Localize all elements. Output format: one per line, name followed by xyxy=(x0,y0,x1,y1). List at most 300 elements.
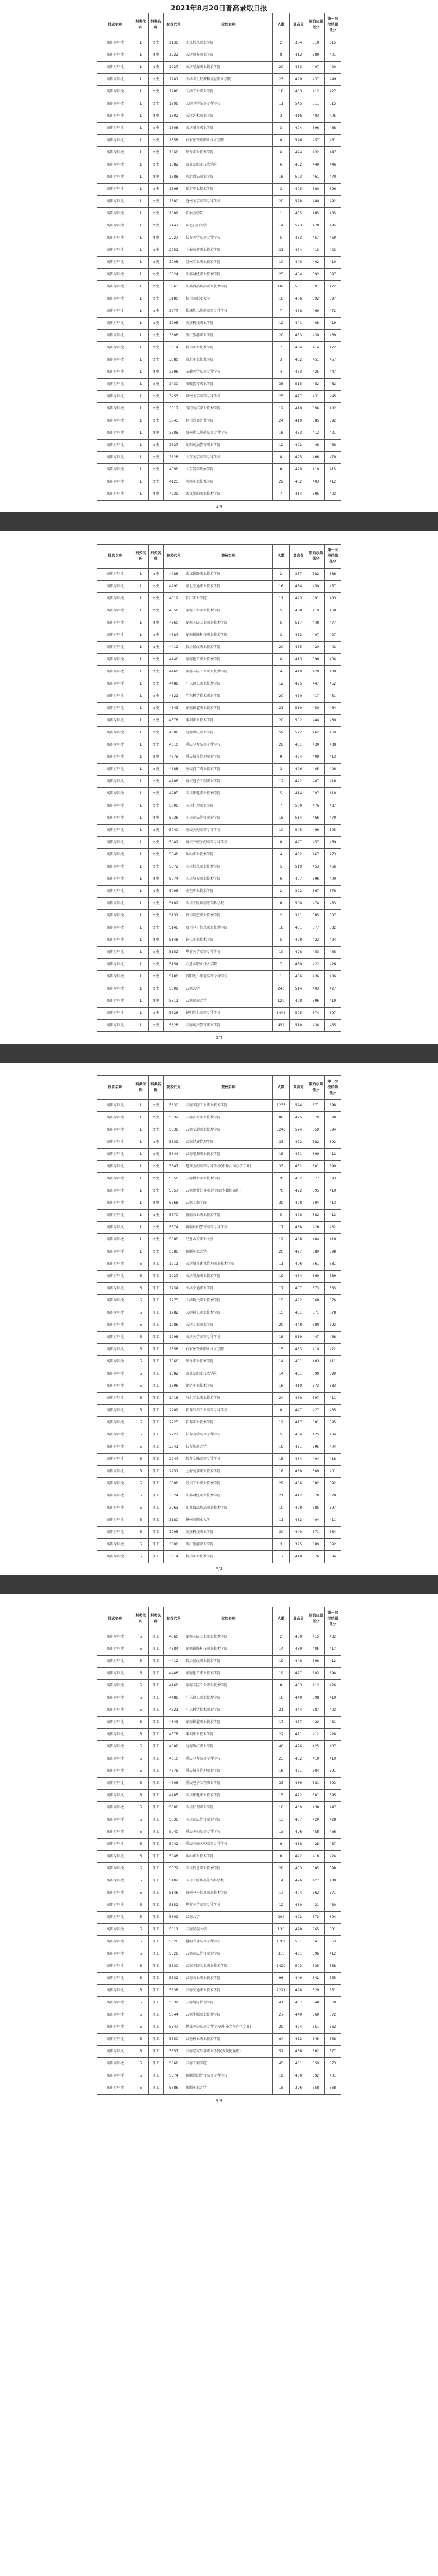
cell-first-cast-min: 378 xyxy=(325,1307,341,1319)
cell-quota: 10 xyxy=(273,1802,290,1814)
cell-max-score: 482 xyxy=(290,849,307,861)
cell-school-code: 1358 xyxy=(164,1344,184,1356)
cell-school-name: 天津医学高等专科学校 xyxy=(184,1332,273,1344)
cell-school-name: 云南国防工业职业技术学院 xyxy=(184,1100,273,1112)
cell-max-score: 452 xyxy=(290,159,307,171)
cell-school-code: 3180 xyxy=(164,293,184,305)
cell-min-score: 385 xyxy=(307,415,325,427)
cell-batch: 高职专科批 xyxy=(97,1234,133,1246)
cell-subject-name: 文史 xyxy=(149,1124,164,1136)
cell-school-name: 安徽医学高等专科学校 xyxy=(184,366,273,379)
cell-school-code: 1281 xyxy=(164,74,184,86)
table-row xyxy=(97,1973,341,1985)
cell-first-cast-min: 462 xyxy=(325,379,341,391)
cell-first-cast-min: 411 xyxy=(325,1514,341,1527)
cell-subject-name: 理工 xyxy=(149,1393,164,1405)
cell-subject-code: 5 xyxy=(133,1704,149,1717)
cell-school-code: 3008 xyxy=(164,257,184,269)
cell-school-name: 乌鲁木齐职业大学 xyxy=(184,1234,273,1246)
cell-min-score: 381 xyxy=(307,1790,325,1802)
cell-quota: 5 xyxy=(273,1429,290,1441)
cell-subject-name: 文史 xyxy=(149,959,164,971)
cell-school-code: 1286 xyxy=(164,1319,184,1332)
table-row xyxy=(97,440,341,452)
cell-quota: 15 xyxy=(273,1307,290,1319)
cell-min-score: 398 xyxy=(307,1656,325,1668)
cell-first-cast-min: 469 xyxy=(325,837,341,849)
cell-subject-code: 1 xyxy=(133,391,149,403)
cell-subject-code: 1 xyxy=(133,330,149,342)
cell-min-score: 447 xyxy=(307,678,325,690)
table-row xyxy=(97,690,341,703)
cell-first-cast-min: 477 xyxy=(325,617,341,629)
cell-school-code: 5102 xyxy=(164,898,184,910)
cell-subject-code: 1 xyxy=(133,1185,149,1197)
cell-first-cast-min: 468 xyxy=(325,123,341,135)
cell-subject-name: 文史 xyxy=(149,690,164,703)
cell-batch: 高职专科批 xyxy=(97,196,133,208)
cell-school-code: 4412 xyxy=(164,1656,184,1668)
cell-batch: 高职专科批 xyxy=(97,403,133,415)
cell-school-code: 4706 xyxy=(164,1778,184,1790)
cell-school-name: 保定职业技术学院 xyxy=(184,184,273,196)
cell-max-score: 423 xyxy=(290,593,307,605)
cell-school-name: 南京科技职业学院 xyxy=(184,318,273,330)
cell-subject-code: 1 xyxy=(133,703,149,715)
cell-quota: 20 xyxy=(273,196,290,208)
cell-subject-code: 5 xyxy=(133,1973,149,1985)
cell-school-name: 重庆三峡医药高等专科学校 xyxy=(184,1839,273,1851)
table-row xyxy=(97,1222,341,1234)
cell-subject-code: 1 xyxy=(133,257,149,269)
table-row xyxy=(97,1185,341,1197)
cell-max-score: 440 xyxy=(290,1692,307,1704)
cell-school-code: 1609 xyxy=(164,208,184,220)
cell-quota: 3 xyxy=(273,629,290,642)
cell-subject-code: 5 xyxy=(133,1380,149,1393)
table-row xyxy=(97,220,341,232)
cell-batch: 高职专科批 xyxy=(97,1924,133,1936)
cell-first-cast-min: 401 xyxy=(325,49,341,62)
header-min-score: 原始总最低分 xyxy=(307,13,325,37)
cell-school-code: 4706 xyxy=(164,776,184,788)
cell-first-cast-min: 455 xyxy=(325,1020,341,1032)
cell-first-cast-min: 393 xyxy=(325,1778,341,1790)
cell-school-name: 深圳职业技术学院 xyxy=(184,1729,273,1741)
cell-subject-name: 理工 xyxy=(149,1319,164,1332)
cell-batch: 高职专科批 xyxy=(97,1875,133,1887)
cell-subject-name: 文史 xyxy=(149,947,164,959)
cell-first-cast-min: 392 xyxy=(325,1539,341,1551)
cell-quota: 16 xyxy=(273,1692,290,1704)
cell-subject-code: 1 xyxy=(133,849,149,861)
cell-school-code: 2251 xyxy=(164,244,184,257)
cell-quota: 17 xyxy=(273,1717,290,1729)
cell-school-code: 3396 xyxy=(164,366,184,379)
cell-school-name: 秦皇岛职业技术学院 xyxy=(184,1368,273,1380)
cell-quota: 7 xyxy=(273,959,290,971)
cell-quota: 19 xyxy=(273,1656,290,1668)
table-row xyxy=(97,1283,341,1295)
cell-max-score: 477 xyxy=(290,391,307,403)
cell-first-cast-min: 445 xyxy=(325,391,341,403)
cell-school-name: 深圳职业技术学院 xyxy=(184,715,273,727)
cell-school-name: 沧州医学高等专科学校 xyxy=(184,196,273,208)
cell-subject-name: 文史 xyxy=(149,123,164,135)
cell-subject-code: 1 xyxy=(133,305,149,318)
cell-max-score: 494 xyxy=(290,123,307,135)
cell-max-score: 485 xyxy=(290,208,307,220)
cell-first-cast-min: 434 xyxy=(325,1429,341,1441)
cell-min-score: 416 xyxy=(307,1851,325,1863)
cell-first-cast-min: 487 xyxy=(325,800,341,812)
cell-min-score: 466 xyxy=(307,812,325,825)
cell-max-score: 436 xyxy=(290,1778,307,1790)
header-first-cast-min: 第一次投档最低分 xyxy=(325,1607,341,1631)
cell-quota: 8 xyxy=(273,49,290,62)
cell-subject-code: 1 xyxy=(133,98,149,110)
cell-first-cast-min: 394 xyxy=(325,1912,341,1924)
header-subject-name: 科类名称 xyxy=(149,1076,164,1100)
cell-first-cast-min: 427 xyxy=(325,629,341,642)
header-quota: 人数 xyxy=(273,545,290,569)
cell-school-name: 长沙民政职业技术学院 xyxy=(184,1656,273,1668)
header-subject-name: 科类名称 xyxy=(149,13,164,37)
table-header-row xyxy=(97,1076,341,1100)
cell-school-code: 4543 xyxy=(164,1717,184,1729)
table-row xyxy=(97,1851,341,1863)
table-row xyxy=(97,1899,341,1912)
cell-school-code: 5344 xyxy=(164,2009,184,2021)
cell-min-score: 434 xyxy=(307,1020,325,1032)
cell-min-score: 437 xyxy=(307,74,325,86)
cell-subject-code: 5 xyxy=(133,1936,149,1948)
table-row xyxy=(97,1112,341,1124)
cell-batch: 高职专科批 xyxy=(97,1466,133,1478)
table-row xyxy=(97,1490,341,1502)
cell-min-score: 362 xyxy=(307,2046,325,2058)
cell-quota: 452 xyxy=(273,1020,290,1032)
cell-school-code: 1388 xyxy=(164,171,184,184)
cell-first-cast-min: 470 xyxy=(325,171,341,184)
cell-school-name: 长春职业技术学院 xyxy=(184,1417,273,1429)
cell-subject-code: 5 xyxy=(133,1271,149,1283)
cell-max-score: 430 xyxy=(290,959,307,971)
header-subject-name: 科类名称 xyxy=(149,545,164,569)
cell-school-code: 5102 xyxy=(164,1875,184,1887)
cell-school-code: 4460 xyxy=(164,1680,184,1692)
cell-batch: 高职专科批 xyxy=(97,1319,133,1332)
cell-subject-name: 理工 xyxy=(149,1405,164,1417)
header-subject-code: 科类代码 xyxy=(133,545,149,569)
cell-school-name: 邢台职业技术学院 xyxy=(184,147,273,159)
cell-max-score: 545 xyxy=(290,825,307,837)
cell-school-code: 5374 xyxy=(164,2070,184,2082)
cell-first-cast-min: 401 xyxy=(325,1466,341,1478)
cell-school-code: 4446 xyxy=(164,1668,184,1680)
table-row xyxy=(97,569,341,581)
header-school-code: 院校代号 xyxy=(164,13,184,37)
cell-batch: 高职专科批 xyxy=(97,1985,133,1997)
cell-school-code: 5040 xyxy=(164,825,184,837)
cell-quota: 19 xyxy=(273,2070,290,2082)
cell-subject-code: 1 xyxy=(133,232,149,244)
table-row xyxy=(97,2021,341,2034)
cell-school-name: 贵州航空职业技术学院 xyxy=(184,910,273,922)
cell-quota: 6 xyxy=(273,654,290,666)
cell-school-name: 重庆医药高等专科学校 xyxy=(184,1826,273,1839)
cell-max-score: 503 xyxy=(290,1960,307,1973)
cell-school-code: 3314 xyxy=(164,342,184,354)
cell-subject-name: 理工 xyxy=(149,2009,164,2021)
cell-subject-name: 文史 xyxy=(149,269,164,281)
cell-school-code: 4578 xyxy=(164,715,184,727)
cell-min-score: 395 xyxy=(307,1441,325,1454)
cell-subject-code: 5 xyxy=(133,2070,149,2082)
cell-min-score: 365 xyxy=(307,1924,325,1936)
table-row xyxy=(97,452,341,464)
cell-school-code: 5374 xyxy=(164,1222,184,1234)
cell-min-score: 419 xyxy=(307,605,325,617)
cell-subject-code: 1 xyxy=(133,764,149,776)
cell-first-cast-min: 403 xyxy=(325,593,341,605)
cell-batch: 高职专科批 xyxy=(97,983,133,995)
cell-max-score: 406 xyxy=(290,764,307,776)
cell-school-name: 云南经济管理学院 xyxy=(184,1136,273,1149)
cell-batch: 高职专科批 xyxy=(97,861,133,873)
cell-school-name: 云南林业职业技术学院 xyxy=(184,1173,273,1185)
cell-subject-name: 文史 xyxy=(149,440,164,452)
cell-quota: 14 xyxy=(273,220,290,232)
cell-max-score: 410 xyxy=(290,1380,307,1393)
cell-max-score: 492 xyxy=(290,1185,307,1197)
cell-batch: 高职专科批 xyxy=(97,110,133,123)
cell-school-name: 天津渤海职业技术学院 xyxy=(184,1271,273,1283)
cell-first-cast-min: 460 xyxy=(325,715,341,727)
cell-school-name: 长春金融高等专科学校 xyxy=(184,1454,273,1466)
cell-min-score: 383 xyxy=(307,1668,325,1680)
table-row xyxy=(97,1197,341,1210)
cell-subject-name: 文史 xyxy=(149,354,164,366)
header-first-cast-min: 第一次投档最低分 xyxy=(325,1076,341,1100)
header-school-name: 院校名称 xyxy=(184,1607,273,1631)
cell-min-score: 426 xyxy=(307,1222,325,1234)
cell-quota: 16 xyxy=(273,171,290,184)
cell-subject-code: 5 xyxy=(133,1790,149,1802)
cell-first-cast-min: 390 xyxy=(325,1161,341,1173)
cell-min-score: 496 xyxy=(307,825,325,837)
cell-school-code: 5338 xyxy=(164,1985,184,1997)
cell-school-name: 湖南国防工业职业技术学院 xyxy=(184,1631,273,1643)
page-separator xyxy=(0,512,438,531)
cell-batch: 高职专科批 xyxy=(97,751,133,764)
cell-max-score: 428 xyxy=(290,1210,307,1222)
cell-subject-name: 理工 xyxy=(149,1729,164,1741)
cell-school-code: 5344 xyxy=(164,1149,184,1161)
table-row xyxy=(97,837,341,849)
cell-first-cast-min: 391 xyxy=(325,1765,341,1778)
cell-subject-name: 理工 xyxy=(149,2046,164,2058)
cell-batch: 高职专科批 xyxy=(97,37,133,49)
cell-quota: 13 xyxy=(273,1826,290,1839)
cell-quota: 20 xyxy=(273,330,290,342)
cell-max-score: 428 xyxy=(290,1502,307,1514)
cell-quota: 11 xyxy=(273,98,290,110)
cell-subject-code: 5 xyxy=(133,1258,149,1271)
table-row xyxy=(97,2046,341,2058)
cell-first-cast-min: 358 xyxy=(325,2034,341,2046)
table-row xyxy=(97,581,341,593)
table-row xyxy=(97,1912,341,1924)
cell-batch: 高职专科批 xyxy=(97,898,133,910)
cell-min-score: 390 xyxy=(307,1368,325,1380)
cell-quota: 12 xyxy=(273,1234,290,1246)
cell-school-code: 5048 xyxy=(164,1851,184,1863)
cell-min-score: 367 xyxy=(307,886,325,898)
cell-batch: 高职专科批 xyxy=(97,788,133,800)
table-row xyxy=(97,1765,341,1778)
cell-batch: 高职专科批 xyxy=(97,934,133,947)
cell-first-cast-min: 427 xyxy=(325,983,341,995)
cell-subject-code: 1 xyxy=(133,983,149,995)
cell-min-score: 396 xyxy=(307,873,325,886)
cell-subject-name: 理工 xyxy=(149,1924,164,1936)
cell-min-score: 458 xyxy=(307,1826,325,1839)
cell-max-score: 500 xyxy=(290,800,307,812)
cell-subject-name: 理工 xyxy=(149,1417,164,1429)
cell-first-cast-min: 396 xyxy=(325,184,341,196)
cell-quota: 15 xyxy=(273,1790,290,1802)
cell-max-score: 484 xyxy=(290,581,307,593)
cell-subject-code: 5 xyxy=(133,1405,149,1417)
cell-school-name: 长春师范大学 xyxy=(184,1441,273,1454)
cell-batch: 高职专科批 xyxy=(97,391,133,403)
cell-min-score: 374 xyxy=(307,1008,325,1020)
cell-batch: 高职专科批 xyxy=(97,159,133,171)
page-number: 3/4 xyxy=(215,1567,223,1571)
cell-batch: 高职专科批 xyxy=(97,581,133,593)
cell-first-cast-min: 424 xyxy=(325,1851,341,1863)
cell-min-score: 395 xyxy=(307,488,325,501)
cell-subject-name: 理工 xyxy=(149,1332,164,1344)
cell-first-cast-min: 437 xyxy=(325,1741,341,1753)
cell-min-score: 404 xyxy=(307,1454,325,1466)
cell-subject-code: 1 xyxy=(133,898,149,910)
cell-quota: 6 xyxy=(273,147,290,159)
cell-school-name: 云南能源职业技术学院 xyxy=(184,1149,273,1161)
cell-batch: 高职专科批 xyxy=(97,257,133,269)
cell-batch: 高职专科批 xyxy=(97,1851,133,1863)
table-row xyxy=(97,2070,341,2082)
cell-school-name: 楚雄医药高等专科学校(中外合作办学专业) xyxy=(184,2021,273,2034)
cell-school-code: 5006 xyxy=(164,800,184,812)
cell-batch: 高职专科批 xyxy=(97,1717,133,1729)
cell-school-name: 天津交通职业学院 xyxy=(184,1283,273,1295)
header-batch: 批次名称 xyxy=(97,545,133,569)
cell-batch: 高职专科批 xyxy=(97,2082,133,2095)
cell-max-score: 452 xyxy=(290,2034,307,2046)
cell-subject-code: 1 xyxy=(133,244,149,257)
cell-first-cast-min: 442 xyxy=(325,642,341,654)
cell-min-score: 329 xyxy=(307,1985,325,1997)
cell-first-cast-min: 468 xyxy=(325,1332,341,1344)
table-row xyxy=(97,703,341,715)
cell-quota: 33 xyxy=(273,1161,290,1173)
cell-school-code: 3627 xyxy=(164,440,184,452)
cell-subject-name: 文史 xyxy=(149,812,164,825)
cell-subject-code: 1 xyxy=(133,812,149,825)
cell-quota: 15 xyxy=(273,2082,290,2095)
cell-max-score: 424 xyxy=(290,2021,307,2034)
cell-batch: 高职专科批 xyxy=(97,703,133,715)
cell-min-score: 420 xyxy=(307,1717,325,1729)
cell-max-score: 438 xyxy=(290,1234,307,1246)
cell-school-name: 福州外语外贸学院 xyxy=(184,415,273,427)
cell-quota: 3 xyxy=(273,110,290,123)
cell-subject-name: 文史 xyxy=(149,184,164,196)
cell-school-name: 云南司法警官职业学院 xyxy=(184,1020,273,1032)
cell-subject-name: 文史 xyxy=(149,208,164,220)
cell-subject-code: 1 xyxy=(133,159,149,171)
cell-min-score: 377 xyxy=(307,922,325,934)
cell-school-code: 4521 xyxy=(164,1704,184,1717)
cell-school-name: 浙江旅游职业学院 xyxy=(184,1539,273,1551)
cell-max-score: 439 xyxy=(290,1643,307,1656)
cell-subject-name: 文史 xyxy=(149,934,164,947)
cell-subject-code: 5 xyxy=(133,1802,149,1814)
page-sheet xyxy=(0,1063,438,1575)
cell-school-code: 5347 xyxy=(164,2021,184,2034)
cell-first-cast-min: 492 xyxy=(325,196,341,208)
cell-min-score: 402 xyxy=(307,257,325,269)
cell-school-name: 四川护理职业学院 xyxy=(184,800,273,812)
cell-max-score: 407 xyxy=(290,1283,307,1295)
cell-subject-name: 文史 xyxy=(149,366,164,379)
cell-first-cast-min: 439 xyxy=(325,330,341,342)
cell-max-score: 448 xyxy=(290,1656,307,1668)
cell-subject-code: 1 xyxy=(133,293,149,305)
table-row xyxy=(97,403,341,415)
header-subject-code: 科类代码 xyxy=(133,1076,149,1100)
cell-first-cast-min: 395 xyxy=(325,1790,341,1802)
cell-batch: 高职专科批 xyxy=(97,2058,133,2070)
cell-school-name: 长沙民政职业技术学院 xyxy=(184,642,273,654)
table-row xyxy=(97,2034,341,2046)
cell-max-score: 461 xyxy=(290,2058,307,2070)
cell-max-score: 431 xyxy=(290,1307,307,1319)
cell-min-score: 373 xyxy=(307,1283,325,1295)
cell-subject-code: 1 xyxy=(133,995,149,1008)
cell-subject-name: 理工 xyxy=(149,1478,164,1490)
cell-min-score: 405 xyxy=(307,1643,325,1656)
cell-school-name: 湖南铁道职业技术学院 xyxy=(184,1717,273,1729)
table-row xyxy=(97,898,341,910)
cell-batch: 高职专科批 xyxy=(97,1136,133,1149)
cell-first-cast-min: 412 xyxy=(325,476,341,488)
cell-school-code: 4446 xyxy=(164,654,184,666)
table-row xyxy=(97,1210,341,1222)
table-row xyxy=(97,171,341,184)
cell-subject-code: 5 xyxy=(133,1283,149,1295)
cell-max-score: 523 xyxy=(290,220,307,232)
cell-batch: 高职专科批 xyxy=(97,1741,133,1753)
cell-subject-code: 1 xyxy=(133,440,149,452)
cell-first-cast-min: 427 xyxy=(325,86,341,98)
table-row xyxy=(97,1393,341,1405)
table-row xyxy=(97,812,341,825)
header-school-name: 院校名称 xyxy=(184,13,273,37)
cell-max-score: 449 xyxy=(290,666,307,678)
